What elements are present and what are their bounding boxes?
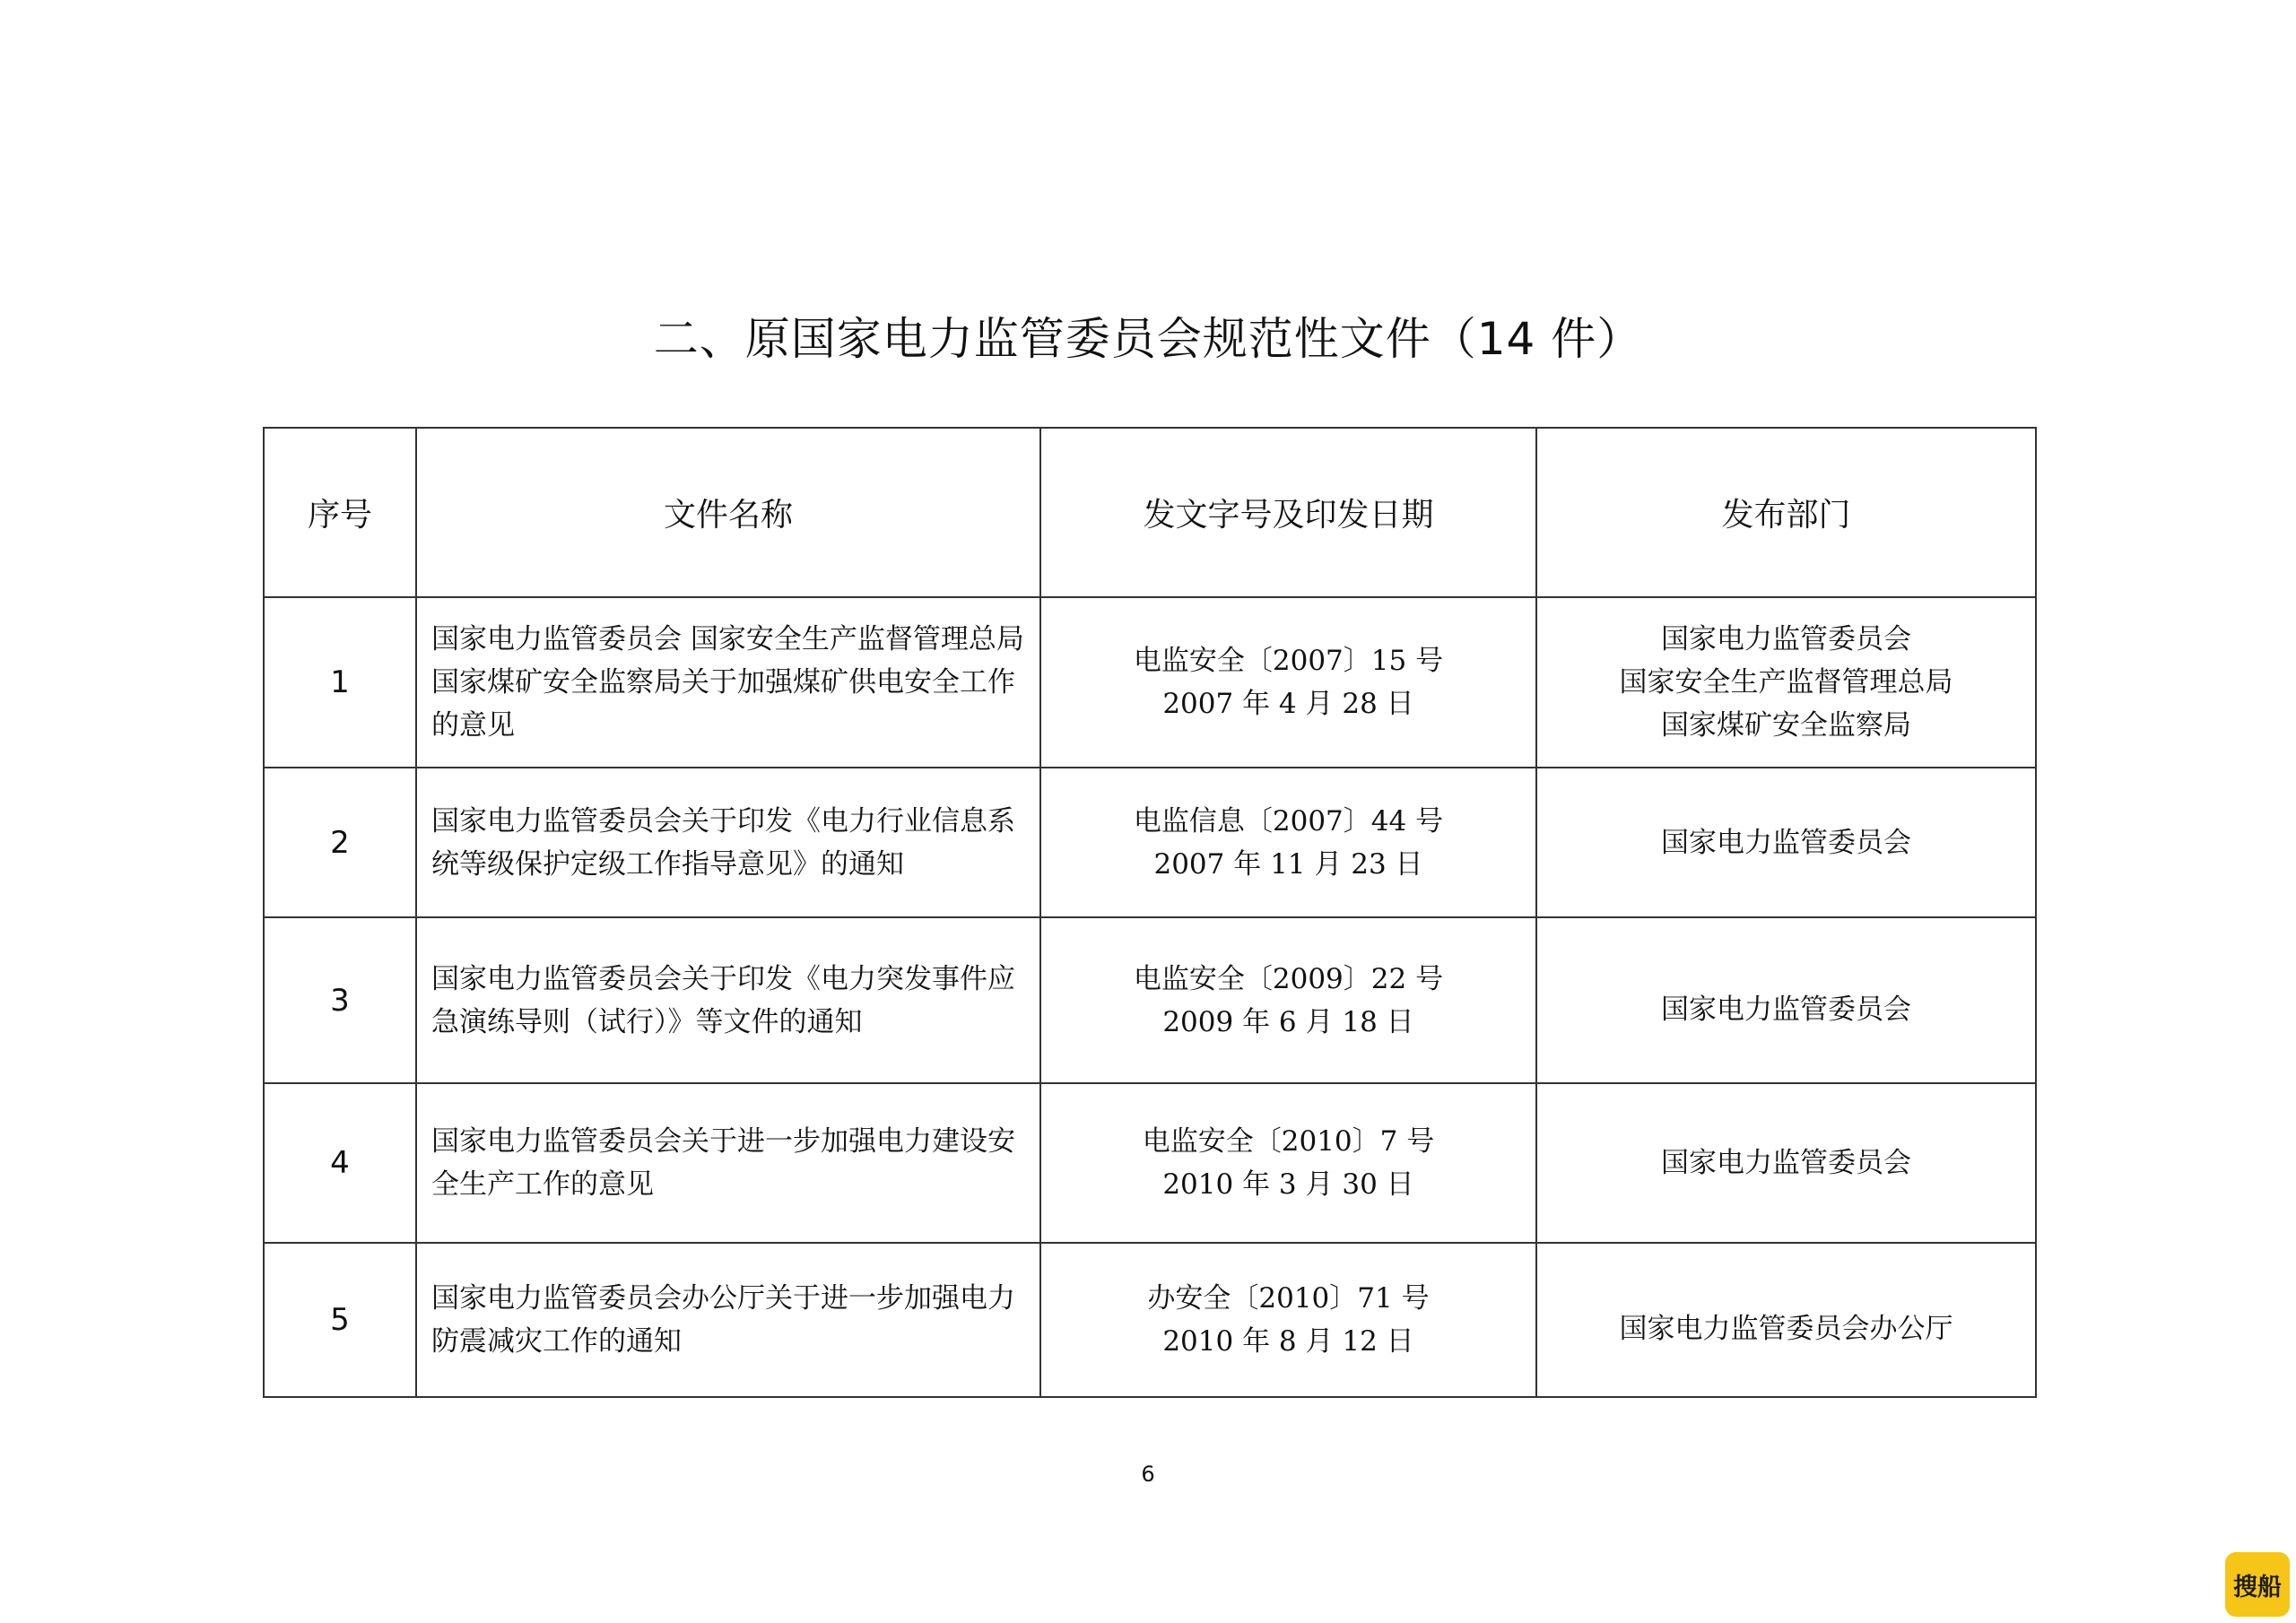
table-row bbox=[264, 597, 2036, 768]
row-no: 1 bbox=[264, 597, 416, 768]
dept-line: 国家电力监管委员会 bbox=[1661, 993, 1911, 1026]
ref-date: 2007 年 11 月 23 日 bbox=[1153, 847, 1423, 881]
row-dept bbox=[1536, 1083, 2036, 1243]
row-name: 国家电力监管委员会 国家安全生产监督管理总局 国家煤矿安全监察局关于加强煤矿供电安全工作的意见 bbox=[416, 597, 1040, 768]
row-name: 国家电力监管委员会关于印发《电力突发事件应急演练导则（试行）》等文件的通知 bbox=[416, 917, 1040, 1083]
dept-line: 国家安全生产监督管理总局 bbox=[1619, 666, 1953, 699]
ref-number: 电监安全〔2007〕15 号 bbox=[1133, 645, 1444, 677]
ref-date: 2010 年 3 月 30 日 bbox=[1162, 1168, 1414, 1201]
dept-line: 国家电力监管委员会办公厅 bbox=[1619, 1313, 1953, 1345]
table-row bbox=[264, 917, 2036, 1083]
row-dept bbox=[1536, 768, 2036, 917]
ref-number: 办安全〔2010〕71 号 bbox=[1147, 1282, 1430, 1315]
regulation-table bbox=[263, 427, 2037, 1398]
row-ref bbox=[1040, 768, 1536, 917]
ref-date: 2010 年 8 月 12 日 bbox=[1162, 1325, 1414, 1358]
table-row bbox=[264, 768, 2036, 917]
ref-number: 电监信息〔2007〕44 号 bbox=[1133, 804, 1444, 838]
row-name: 国家电力监管委员会关于进一步加强电力建设安全生产工作的意见 bbox=[416, 1083, 1040, 1243]
badge-label: 搜船 bbox=[2233, 1573, 2282, 1601]
header-no: 序号 bbox=[264, 428, 416, 597]
ref-number: 电监安全〔2009〕22 号 bbox=[1133, 962, 1444, 995]
row-name: 国家电力监管委员会关于印发《电力行业信息系统等级保护定级工作指导意见》的通知 bbox=[416, 768, 1040, 917]
row-dept bbox=[1536, 597, 2036, 768]
row-no: 5 bbox=[264, 1243, 416, 1397]
page-title: 二、原国家电力监管委员会规范性文件（14 件） bbox=[653, 313, 1643, 365]
ref-number: 电监安全〔2010〕7 号 bbox=[1142, 1125, 1435, 1158]
dept-line: 国家电力监管委员会 bbox=[1661, 826, 1911, 859]
row-ref bbox=[1040, 1083, 1536, 1243]
row-ref bbox=[1040, 1243, 1536, 1397]
row-no: 4 bbox=[264, 1083, 416, 1243]
header-ref: 发文字号及印发日期 bbox=[1040, 428, 1536, 597]
table-header-row bbox=[264, 428, 2036, 597]
dept-line: 国家电力监管委员会 bbox=[1661, 623, 1911, 655]
row-dept bbox=[1536, 1243, 2036, 1397]
row-ref bbox=[1040, 917, 1536, 1083]
ref-date: 2009 年 6 月 18 日 bbox=[1162, 1005, 1414, 1038]
dept-line: 国家煤矿安全监察局 bbox=[1661, 709, 1911, 742]
dept-line: 国家电力监管委员会 bbox=[1661, 1147, 1911, 1179]
soship-logo-badge[interactable] bbox=[2225, 1552, 2290, 1617]
row-no: 2 bbox=[264, 768, 416, 917]
page-number: 6 bbox=[1141, 1462, 1155, 1487]
header-dept: 发布部门 bbox=[1536, 428, 2036, 597]
row-name: 国家电力监管委员会办公厅关于进一步加强电力防震减灾工作的通知 bbox=[416, 1243, 1040, 1397]
table-row bbox=[264, 1083, 2036, 1243]
header-name: 文件名称 bbox=[416, 428, 1040, 597]
row-no: 3 bbox=[264, 917, 416, 1083]
row-dept bbox=[1536, 917, 2036, 1083]
row-ref bbox=[1040, 597, 1536, 768]
table-row bbox=[264, 1243, 2036, 1397]
ref-date: 2007 年 4 月 28 日 bbox=[1162, 688, 1414, 720]
